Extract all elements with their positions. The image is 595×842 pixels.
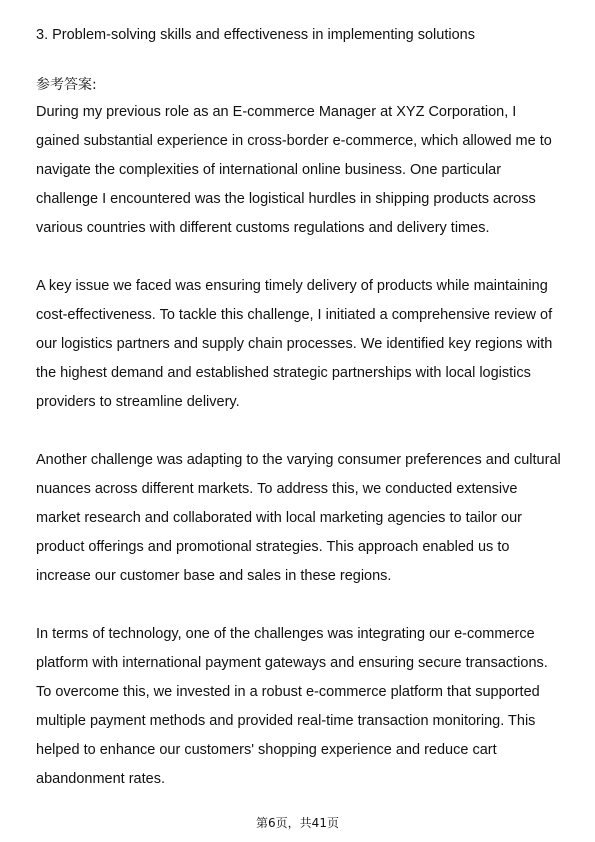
paragraph-line: gained substantial experience in cross-border e-commerce, which allowed me to <box>36 133 552 149</box>
paragraph-line: Another challenge was adapting to the varying consumer preferences and cultural <box>36 452 561 468</box>
paragraph-line: During my previous role as an E-commerce Manager at XYZ Corporation, I <box>36 104 517 120</box>
answer-paragraph-4 <box>36 620 566 794</box>
paragraph-line: multiple payment methods and provided real-time transaction monitoring. This <box>36 713 536 729</box>
paragraph-line: nuances across different markets. To address this, we conducted extensive <box>36 481 518 497</box>
paragraph-line: product offerings and promotional strategies. This approach enabled us to <box>36 539 510 555</box>
paragraph-line: helped to enhance our customers' shopping experience and reduce cart <box>36 742 497 758</box>
answer-paragraph-1 <box>36 98 566 243</box>
paragraph-line: In terms of technology, one of the challenges was integrating our e-commerce <box>36 626 535 642</box>
question-heading: 3. Problem-solving skills and effectiveness in implementing solutions <box>36 27 475 43</box>
answer-paragraph-2 <box>36 272 566 417</box>
paragraph-line: providers to streamline delivery. <box>36 394 240 410</box>
paragraph-line: To overcome this, we invested in a robust e-commerce platform that supported <box>36 684 540 700</box>
paragraph-line: platform with international payment gateways and ensuring secure transactions. <box>36 655 548 671</box>
answer-label: 参考答案: <box>36 77 97 93</box>
paragraph-line: our logistics partners and supply chain processes. We identified key regions with <box>36 336 553 352</box>
paragraph-line: the highest demand and established strategic partnerships with local logistics <box>36 365 531 381</box>
paragraph-line: various countries with different customs regulations and delivery times. <box>36 220 490 236</box>
paragraph-line: increase our customer base and sales in these regions. <box>36 568 392 584</box>
paragraph-line: challenge I encountered was the logistical hurdles in shipping products across <box>36 191 536 207</box>
paragraph-line: A key issue we faced was ensuring timely delivery of products while maintaining <box>36 278 548 294</box>
page-number-footer: 第6页，共41页 <box>256 816 339 830</box>
paragraph-line: navigate the complexities of international online business. One particular <box>36 162 502 178</box>
paragraph-line: cost-effectiveness. To tackle this challenge, I initiated a comprehensive review of <box>36 307 553 323</box>
paragraph-line: market research and collaborated with local marketing agencies to tailor our <box>36 510 522 526</box>
answer-paragraph-3 <box>36 446 566 591</box>
page-content <box>36 24 566 794</box>
paragraph-line: abandonment rates. <box>36 771 165 787</box>
